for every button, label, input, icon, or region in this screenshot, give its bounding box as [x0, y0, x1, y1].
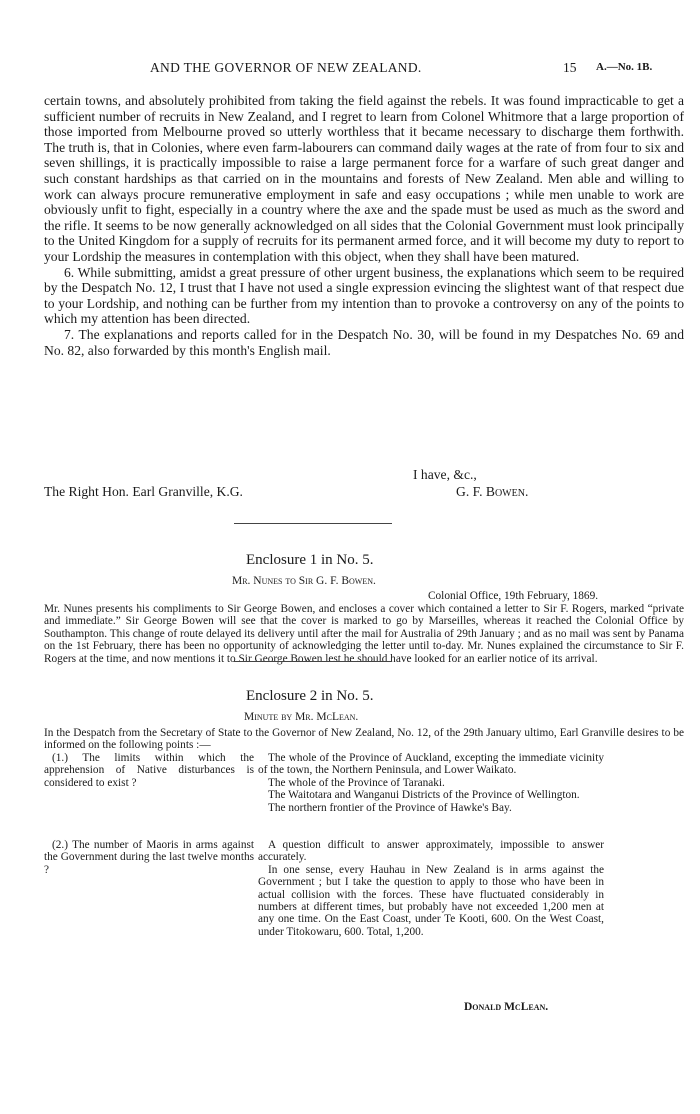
signature-bowen: G. F. Bowen.: [456, 484, 529, 499]
question-answer-table: [44, 752, 684, 1012]
enclosure-2-intro: [44, 727, 684, 752]
letter-body: [44, 93, 684, 358]
answer-2-line-2: In one sense, every Hauhau in New Zealand is in arms against the Government ; but I take the question to apply to those who have been in actual collision with the forces. These have fluctuated considerably in numbers at different times, but probably have not exceeded 1,200 men at any one time. On the East Coast, under Te Kooti, 600. On the West Coast, under Titokowaru, 600. Total, 1,200.: [258, 863, 604, 938]
enclosure-1-subtitle: Mr. Nunes to Sir G. F. Bowen.: [232, 575, 376, 587]
paragraph-6: 6. While submitting, amidst a great pressure of other urgent business, the explanations which seem to be required by the Despatch No. 12, I trust that I have not used a single expression evincing the slightest want of that respect due to your Lordship, and nothing can be further from my intention than to provoke a controversy on any of the points to which my attention has been directed.: [44, 264, 684, 327]
signature-mclean: Donald McLean.: [464, 1001, 549, 1013]
enclosure-2-title: Enclosure 2 in No. 5.: [246, 688, 374, 704]
answer-2: [258, 839, 604, 938]
enclosure-2-subtitle: Minute by Mr. McLean.: [244, 711, 359, 723]
enclosure-1-title: Enclosure 1 in No. 5.: [246, 552, 374, 568]
paragraph-7: 7. The explanations and reports called for in the Despatch No. 30, will be found in my Despatches No. 69 and No. 82, also forwarded by this month's English mail.: [44, 326, 684, 358]
answer-2-line-1: A question difficult to answer approximately, impossible to answer accurately.: [258, 839, 604, 864]
page-header: [150, 60, 695, 80]
answer-1: [258, 752, 604, 814]
answer-1-line-2: The whole of the Province of Taranaki.: [268, 776, 445, 789]
answer-1-line-1: The whole of the Province of Auckland, excepting the immediate vicinity of the town, the Northern Peninsula, and Lower Waikato.: [258, 752, 604, 777]
enclosure-1-paragraph: Mr. Nunes presents his compliments to Sir George Bowen, and encloses a cover which contained a letter to Sir F. Rogers, marked “private and immediate.” Sir George Bowen will see that the cover is marked to go by Marseilles, whereas it reached the Colonial Office by Southampton. This change of route delayed its delivery until after the mail for Australia of 29th January ; and as no mail was sent by Panama on the 1st February, there has been no opportunity of acknowledging the letter until to-day. Mr. Nunes explained the circumstance to Sir F. Rogers at the time, and now mentions it to Sir George Bowen lest he should have looked for an earlier notice of its arrival.: [44, 603, 684, 665]
enclosure-2-intro-text: In the Despatch from the Secretary of State to the Governor of New Zealand, No. 12, of the 29th January ultimo, Earl Granville desires to be informed on the following points :—: [44, 727, 684, 752]
answer-1-line-3: The Waitotara and Wanganui Districts of the Province of Wellington.: [268, 789, 580, 802]
question-1: (1.) The limits within which the apprehension of Native disturbances is considered to exist ?: [44, 752, 254, 789]
running-title: AND THE GOVERNOR OF NEW ZEALAND.: [150, 60, 422, 75]
closing-phrase: I have, &c.,: [413, 467, 477, 482]
paragraph-continued: certain towns, and absolutely prohibited from taking the field against the rebels. It was found impracticable to get a sufficient number of recruits in New Zealand, and I regret to learn from Colonel Whitmore that a large proportion of those imported from Melbourne proved so utterly worthless that it became necessary to discharge them forthwith. The truth is, that in Colonies, where even farm-labourers can command daily wages at the rate of from four to six and seven shillings, it is practically impossible to raise a large permanent force for a warfare of such great danger and such constant hardships as that carried on in the mountains and forests of New Zealand. Men able and willing to work can always procure remunerative employment in safe and easy occupations ; while men unable to work are obviously unfit to fight, especially in a country where the axe and the spade must be used as much as the sword and the rifle. It seems to be now generally acknowledged on all sides that the Colonial Government must look principally to the United Kingdom for a supply of recruits for its permanent armed force, and it will become my duty to report to your Lordship the measures in contemplation with this object, when they shall have been matured.: [44, 93, 684, 264]
question-2: (2.) The number of Maoris in arms against the Government during the last twelve months ?: [44, 839, 254, 876]
page-number: 15: [563, 60, 577, 75]
section-divider-2: [234, 661, 392, 662]
document-reference: A.—No. 1B.: [596, 61, 653, 73]
enclosure-1-text: [44, 603, 684, 665]
section-divider: [234, 523, 392, 524]
addressee: The Right Hon. Earl Granville, K.G.: [44, 484, 243, 499]
enclosure-1-dateline: Colonial Office, 19th February, 1869.: [428, 590, 599, 602]
answer-1-line-4: The northern frontier of the Province of Hawke's Bay.: [268, 801, 512, 814]
